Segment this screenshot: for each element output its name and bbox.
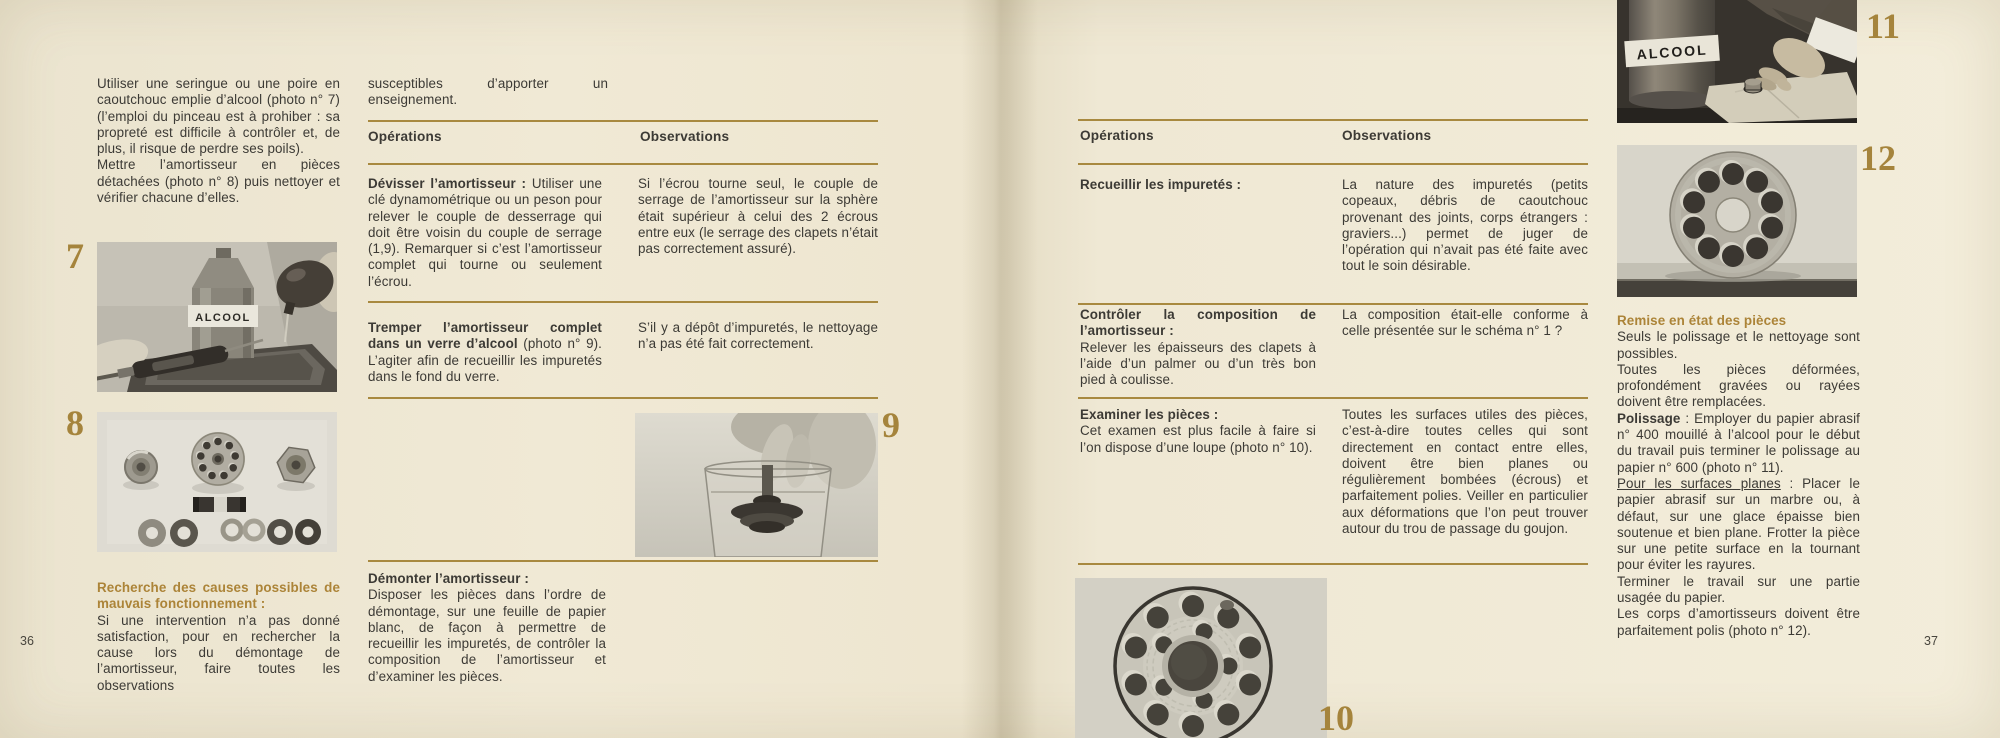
causes-body: Si une intervention n’a pas donné satisfaction, pour en rechercher la cause lors du démontage de l’amortisseur, faire toutes les observations (97, 612, 340, 693)
photo-9-number: 9 (882, 405, 900, 445)
operation-cell (1080, 407, 1316, 456)
observation-cell: S’il y a dépôt d’impuretés, le nettoyage n’a pas été fait correctement. (638, 320, 878, 352)
continuation-text: susceptibles d’apporter un enseignement. (368, 76, 608, 108)
remise-section (1617, 313, 1860, 639)
operation-body: Relever les épaisseurs des clapets à l’aide d’un palmer ou d’un très bon pied à coulisse. (1080, 339, 1316, 388)
causes-heading: Recherche des causes possibles de mauvais fonctionnement : (97, 580, 340, 612)
column-header-operations: Opérations (1080, 128, 1154, 143)
photo-8-number: 8 (66, 403, 84, 443)
observation-cell: La composition était-elle conforme à celle présentée sur le schéma n° 1 ? (1342, 307, 1588, 339)
photo-10-image (1075, 578, 1327, 738)
photo-11 (1617, 0, 1857, 123)
intro-paragraph-2: Mettre l’amortisseur en pièces détachées (photo n° 8) puis nettoyer et vérifier chacune d’elles. (97, 157, 340, 206)
alcool-label: ALCOOL (195, 312, 251, 324)
operation-body: Cet examen est plus facile à faire si l’on dispose d’une loupe (photo n° 10). (1080, 423, 1316, 455)
photo-11-image (1617, 0, 1857, 123)
page-number: 37 (1924, 634, 1938, 648)
remise-paragraph-5: Terminer le travail sur une partie usagée du papier. (1617, 573, 1860, 606)
remise-paragraph-6: Les corps d’amortisseurs doivent être parfaitement polis (photo n° 12). (1617, 606, 1860, 638)
operation-body: Disposer les pièces dans l’ordre de démontage, sur une feuille de papier blanc, de façon à permettre de recueillir les impuretés, de contrôler la composition de l’amortisseur et d’examiner les pièces. (368, 587, 606, 684)
operation-title: Démonter l’amortisseur : (368, 571, 529, 586)
column-header-observations: Observations (1342, 128, 1432, 143)
operation-title: Examiner les pièces : (1080, 407, 1219, 422)
operation-title: Recueillir les impuretés : (1080, 177, 1242, 192)
table-rule-row (1078, 397, 1588, 399)
alcool-label: ALCOOL (1636, 41, 1709, 63)
polissage-title: Polissage (1617, 410, 1681, 426)
page-number: 36 (20, 634, 34, 648)
photo-11-number: 11 (1866, 6, 1901, 46)
observation-cell: Si l’écrou tourne seul, le couple de serrage de l’amortisseur sur la sphère était supérieur à celui des 2 écrous entre eux (le serrage des clapets n’était pas correctement assuré). (638, 176, 878, 257)
table-rule-bottom (1078, 563, 1588, 565)
remise-paragraph-4 (1617, 476, 1860, 574)
surfaces-planes-title: Pour les surfaces planes (1617, 475, 1781, 491)
photo-12 (1617, 145, 1857, 297)
photo-10-number: 10 (1318, 698, 1354, 738)
remise-paragraph-3 (1617, 411, 1860, 476)
observation-cell: La nature des impuretés (petits copeaux, débris de caoutchouc provenant des joints, corps étrangers : graviers...) permet de juger de l’opération qui n’avait pas été faite avec tout le soin désirable. (1342, 177, 1588, 274)
observation-cell: Toutes les surfaces utiles des pièces, c’est-à-dire toutes celles qui sont directement en contact entre elles, doivent être bien planes ou régulièrement bombées (écrous) et parfaitement polies. Veiller en particulier aux déformations que l’on peut trouver autour du trou de passage du goujon. (1342, 407, 1588, 537)
remise-paragraph-2: Toutes les pièces déformées, profondément gravées ou rayées doivent être remplacées. (1617, 361, 1860, 410)
operation-title: Tremper l’amortisseur complet dans un verre d’alcool (368, 320, 602, 352)
photo-12-image (1617, 145, 1857, 297)
surfaces-planes-body: : Placer le papier abrasif sur un marbre ou, à défaut, sur une glace épaisse bien soutenue et bien plane. Frotter la pièce sur une petite surface en la tournant pour éviter les rayures. (1617, 475, 1860, 573)
operation-title: Dévisser l’amortisseur : (368, 176, 527, 191)
operation-cell (1080, 177, 1316, 193)
table-rule-header (1078, 163, 1588, 165)
remise-heading: Remise en état des pièces (1617, 313, 1787, 328)
column-header-operations: Opérations (368, 129, 442, 144)
table-rule-top (1078, 119, 1588, 121)
column-header-observations: Observations (640, 129, 730, 144)
operation-cell (1080, 307, 1316, 388)
polissage-body: : Employer du papier abrasif n° 400 mouillé à l’alcool pour le début du travail puis terminer le polissage au papier n° 600 (photo n° 11). (1617, 410, 1860, 475)
operation-body: Utiliser une clé dynamométrique ou un peson pour relever le couple de desserrage qui doit être voisin du couple de serrage (1,9). Remarquer si c’est l’amortisseur complet qui tourne ou seulement l’écrou. (368, 176, 602, 289)
photo-7-number: 7 (66, 236, 84, 276)
operation-body: (photo n° 9). L’agiter afin de recueillir les impuretés dans le fond du verre. (368, 336, 602, 384)
photo-12-number: 12 (1860, 138, 1896, 178)
intro-paragraph-1: Utiliser une seringue ou une poire en caoutchouc emplie d’alcool (photo n° 7) (l’emploi du pinceau est à prohiber : sa propreté est difficile à contrôler et, de plus, il risque de perdre ses poils). (97, 76, 340, 157)
remise-paragraph-1: Seuls le polissage et le nettoyage sont possibles. (1617, 329, 1860, 361)
photo-10 (1075, 578, 1327, 738)
operation-title: Contrôler la composition de l’amortisseur : (1080, 307, 1316, 339)
table-rule-row (1078, 303, 1588, 305)
